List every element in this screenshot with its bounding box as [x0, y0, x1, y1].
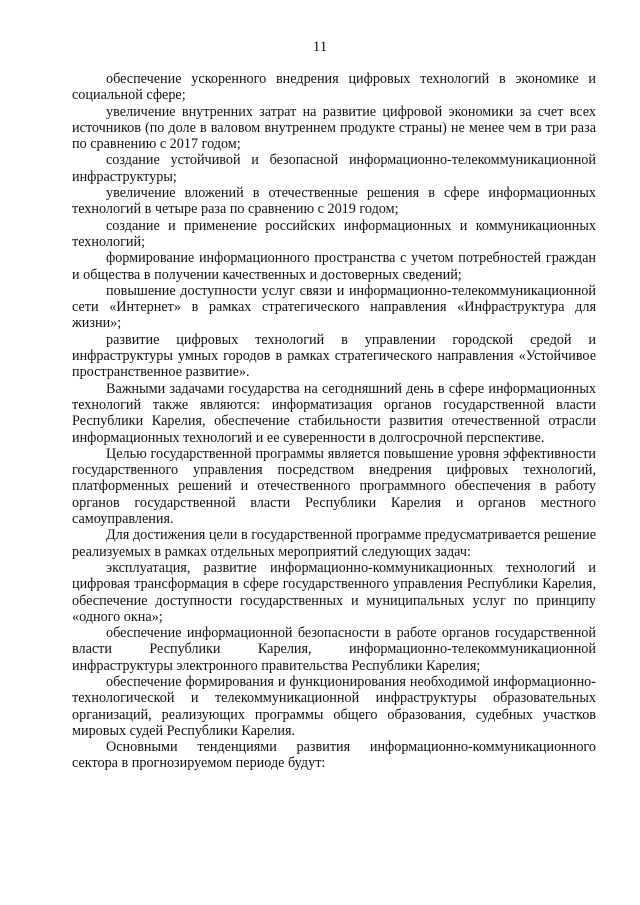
paragraph: обеспечение ускоренного внедрения цифровых технологий в экономике и социальной сфере; — [72, 71, 596, 104]
paragraph: обеспечение формирования и функционирования необходимой информационно-технологической и телекоммуникационной инфраструктуры образовательных организаций, реализующих программы общего образования, судебных участков мировых судей Республики Карелия. — [72, 673, 596, 739]
paragraph: обеспечение информационной безопасности в работе органов государственной власти Республики Карелия, информационно-телекоммуникационной инфраструктуры электронного правительства Республики Карелия; — [72, 625, 596, 674]
paragraph: увеличение внутренних затрат на развитие цифровой экономики за счет всех источников (по доле в валовом внутреннем продукте страны) не менее чем в три раза по сравнению с 2017 годом; — [72, 103, 596, 153]
page-number: 11 — [312, 39, 328, 55]
paragraph: развитие цифровых технологий в управлении городской средой и инфраструктуры умных городов в рамках стратегического направления «Устойчивое пространственное развитие». — [72, 331, 596, 381]
paragraph: формирование информационного пространства с учетом потребностей граждан и общества в получении качественных и достоверных сведений; — [72, 250, 596, 283]
paragraph: Важными задачами государства на сегодняшний день в сфере информационных технологий также являются: информатизация органов государственной власти Республики Карелия, обеспечение стабильности развития отечественной отрасли информационных технологий и ее суверенности в долгосрочной перспективе. — [72, 380, 596, 446]
body-text — [72, 71, 596, 772]
paragraph: Для достижения цели в государственной программе предусматривается решение реализуемых в рамках отдельных мероприятий следующих задач: — [72, 527, 596, 560]
paragraph: создание и применение российских информационных и коммуникационных технологий; — [72, 217, 596, 250]
paragraph: увеличение вложений в отечественные решения в сфере информационных технологий в четыре раза по сравнению с 2019 годом; — [72, 185, 596, 218]
paragraph: Целью государственной программы является повышение уровня эффективности государственного управления посредством внедрения цифровых технологий, платформенных решений и отечественного программного обеспечения в работу органов государственной власти Республики Карелия и органов местного самоуправления. — [72, 445, 596, 528]
paragraph: Основными тенденциями развития информационно-коммуникационного сектора в прогнозируемом периоде будут: — [72, 739, 596, 772]
paragraph: создание устойчивой и безопасной информационно-телекоммуникационной инфраструктуры; — [72, 152, 596, 185]
paragraph: повышение доступности услуг связи и информационно-телекоммуникационной сети «Интернет» в рамках стратегического направления «Инфраструктура для жизни»; — [72, 282, 596, 332]
paragraph: эксплуатация, развитие информационно-коммуникационных технологий и цифровая трансформация в сфере государственного управления Республики Карелия, обеспечение доступности государственных и муниципальных услуг по принципу «одного окна»; — [72, 559, 596, 625]
